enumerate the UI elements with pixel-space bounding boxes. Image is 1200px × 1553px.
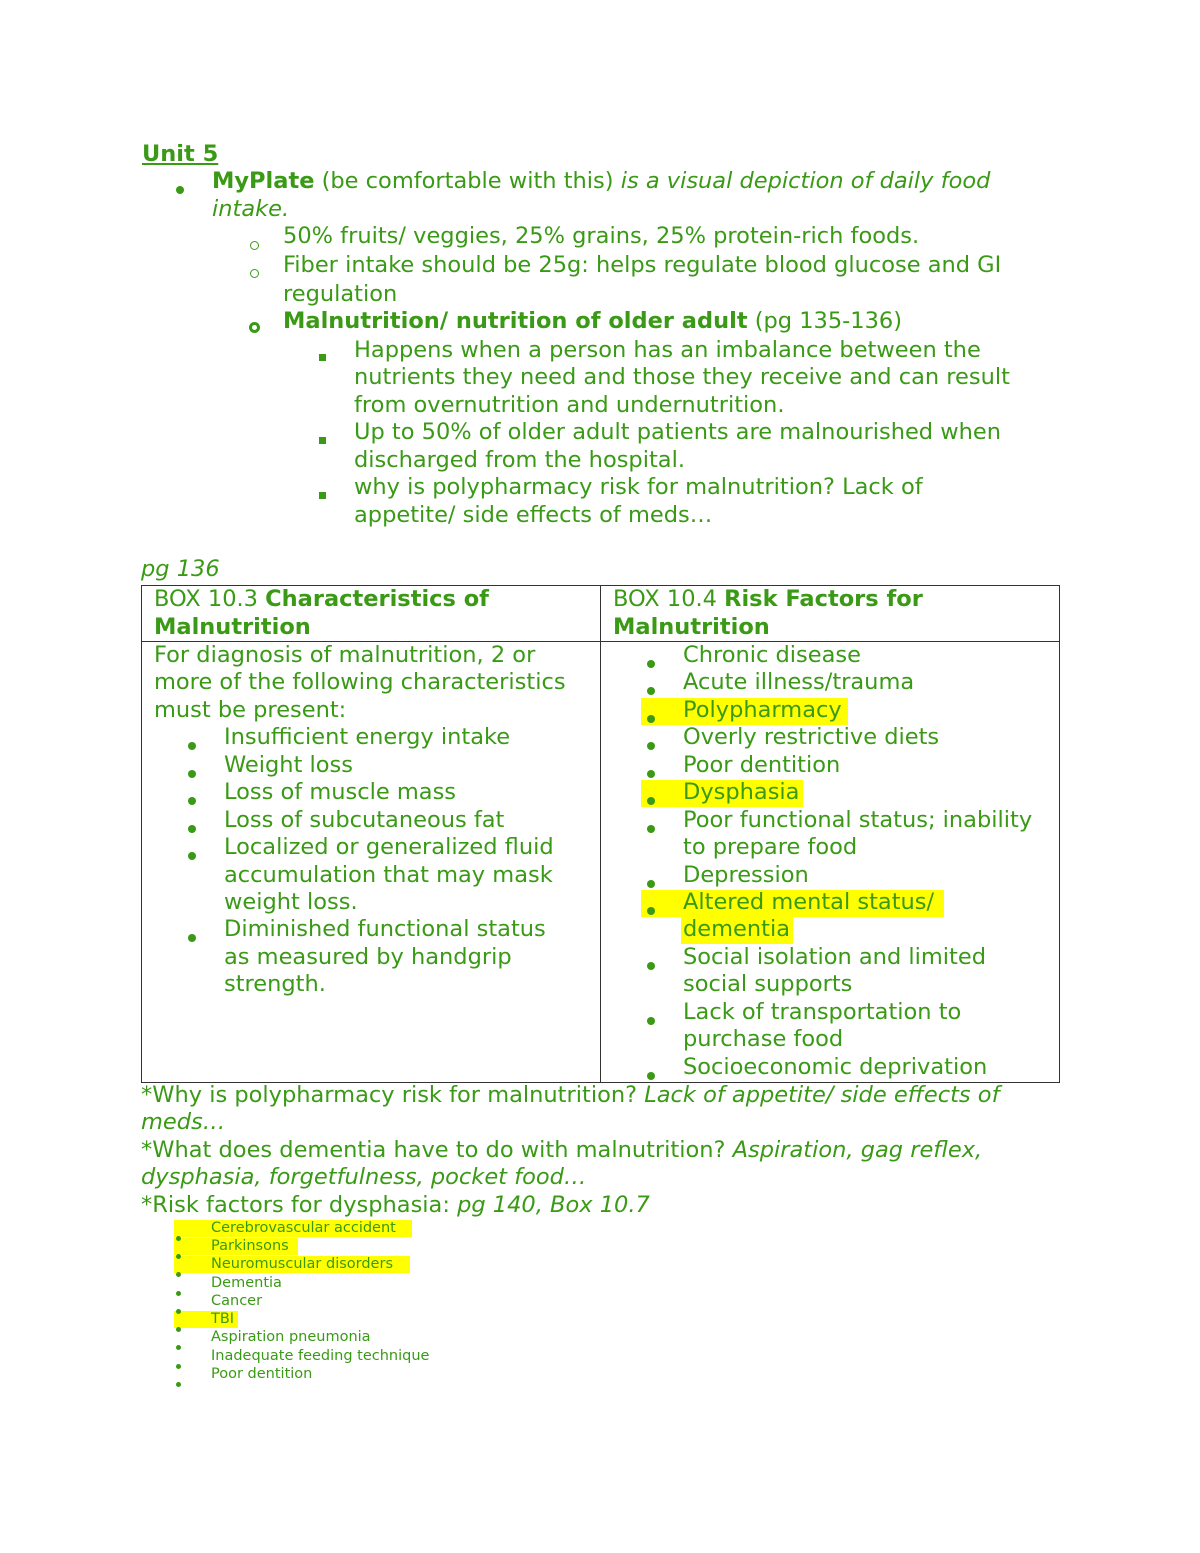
- question-polypharmacy: *Why is polypharmacy risk for malnutrition? Lack of appetite/ side effects of: [141, 1082, 1000, 1108]
- bullet-icon: [176, 1299, 181, 1318]
- fiber-intake-line2: regulation: [283, 281, 398, 307]
- circle-bullet-icon: [250, 235, 259, 254]
- myplate-definition-cont: intake.: [212, 196, 290, 222]
- risk-factor-item: Social isolation and limited: [683, 944, 986, 970]
- myplate-line: MyPlate (be comfortable with this) is a visual depiction of daily food: [212, 168, 991, 194]
- bullet-icon: [647, 790, 655, 809]
- risk-factor-item: Socioeconomic deprivation: [683, 1054, 988, 1080]
- characteristic-item: Loss of subcutaneous fat: [224, 807, 505, 833]
- dysphasia-risk-item: Neuromuscular disorders: [211, 1256, 393, 1272]
- malnutrition-point-3a: why is polypharmacy risk for malnutrition? Lack of: [354, 474, 923, 500]
- square-bullet-icon: [319, 429, 326, 448]
- characteristic-item: Loss of muscle mass: [224, 779, 457, 805]
- bullet-icon: [647, 873, 655, 892]
- bullet-icon: [188, 818, 196, 837]
- myplate-term: MyPlate: [212, 168, 315, 194]
- bullet-icon: [176, 1244, 181, 1263]
- malnutrition-point-3b: appetite/ side effects of meds…: [354, 502, 713, 528]
- unit-title: Unit 5: [142, 141, 219, 167]
- bullet-icon: [647, 900, 655, 919]
- bullet-icon: [188, 735, 196, 754]
- boxes-table: [141, 585, 1060, 1083]
- bullet-icon: [176, 1335, 181, 1354]
- risk-factor-item: Dysphasia: [683, 779, 800, 805]
- risk-factor-item: Lack of transportation to: [683, 999, 962, 1025]
- bullet-icon: [176, 1354, 181, 1373]
- dysphasia-risk-item: Dementia: [211, 1275, 282, 1291]
- dysphasia-risk-item: TBI: [211, 1311, 235, 1327]
- dysphasia-risk-item: Parkinsons: [211, 1238, 289, 1254]
- bullet-icon: [647, 818, 655, 837]
- bullet-icon: [188, 927, 196, 946]
- malnutrition-point-1a: Happens when a person has an imbalance between the: [354, 337, 981, 363]
- bullet-icon: [188, 763, 196, 782]
- box-10-4-header: BOX 10.4 Risk Factors for Malnutrition: [601, 586, 1060, 642]
- answer-polypharmacy-cont: meds…: [141, 1109, 226, 1135]
- square-bullet-icon: [319, 484, 326, 503]
- risk-factor-item: Overly restrictive diets: [683, 724, 940, 750]
- risk-factor-item: Polypharmacy: [683, 697, 842, 723]
- page-reference: pg 136: [141, 556, 220, 582]
- dysphasia-risk-item: Poor dentition: [211, 1366, 313, 1382]
- question-dementia: *What does dementia have to do with malnutrition? Aspiration, gag reflex,: [141, 1137, 983, 1163]
- malnutrition-point-2b: discharged from the hospital.: [354, 447, 685, 473]
- characteristic-item: Diminished functional status: [224, 916, 546, 942]
- bullet-icon: [647, 955, 655, 974]
- bullet-icon: [176, 1226, 181, 1245]
- risk-factor-item: Depression: [683, 862, 809, 888]
- bullet-icon: [647, 653, 655, 672]
- characteristic-item: Insufficient energy intake: [224, 724, 511, 750]
- malnutrition-point-1b: nutrients they need and those they receive and can result: [354, 364, 1010, 390]
- bullet-icon: [176, 1281, 181, 1300]
- dysphasia-risk-item: Cancer: [211, 1293, 263, 1309]
- bullet-icon: [647, 680, 655, 699]
- fiber-intake-line1: Fiber intake should be 25g: helps regulate blood glucose and GI: [283, 252, 1002, 278]
- risk-factor-item: Chronic disease: [683, 642, 861, 668]
- plate-proportions: 50% fruits/ veggies, 25% grains, 25% protein-rich foods.: [283, 223, 920, 249]
- characteristic-item: Weight loss: [224, 752, 354, 778]
- dysphasia-risk-item: Cerebrovascular accident: [211, 1220, 396, 1236]
- bold-circle-bullet-icon: [249, 318, 260, 337]
- box-10-4-body: Chronic disease Acute illness/trauma Polypharmacy Overly restrictive diets Poor dentition Dysphasia Poor functional status; inability to prepare food Depression Altered mental status/ dementia Social isolation and limited social supports Lack of transportation to purchase food Socioeconomic deprivation: [601, 642, 1060, 1083]
- bullet-icon: [188, 790, 196, 809]
- dysphasia-risk-item: Inadequate feeding technique: [211, 1348, 430, 1364]
- risk-factor-item: Acute illness/trauma: [683, 669, 915, 695]
- bullet-icon: [176, 179, 184, 198]
- risk-factor-item: Altered mental status/: [683, 889, 935, 915]
- bullet-icon: [176, 1317, 181, 1336]
- circle-bullet-icon: [250, 263, 259, 282]
- bullet-icon: [176, 1372, 181, 1391]
- bullet-icon: [647, 763, 655, 782]
- question-dysphasia-risks: *Risk factors for dysphasia: pg 140, Box 10.7: [141, 1192, 650, 1218]
- square-bullet-icon: [319, 346, 326, 365]
- malnutrition-heading: Malnutrition/ nutrition of older adult (pg 135-136): [283, 308, 903, 334]
- characteristic-item: Localized or generalized fluid: [224, 834, 554, 860]
- answer-dementia-cont: dysphasia, forgetfulness, pocket food…: [141, 1164, 587, 1190]
- malnutrition-point-2a: Up to 50% of older adult patients are malnourished when: [354, 419, 1001, 445]
- bullet-icon: [647, 735, 655, 754]
- risk-factor-item: Poor dentition: [683, 752, 841, 778]
- bullet-icon: [647, 708, 655, 727]
- malnutrition-point-1c: from overnutrition and undernutrition.: [354, 392, 785, 418]
- bullet-icon: [647, 1010, 655, 1029]
- box-10-3-body: For diagnosis of malnutrition, 2 or more of the following characteristics must be present: Insufficient energy intake Weight loss Loss of muscle mass Loss of subcutaneous fat Localized or generalized fluid accumulation that may mask weight loss. Diminished functional status as measured by handgrip strength.: [142, 642, 601, 1083]
- bullet-icon: [188, 845, 196, 864]
- box-10-3-header: BOX 10.3 Characteristics of Malnutrition: [142, 586, 601, 642]
- bullet-icon: [176, 1262, 181, 1281]
- dysphasia-risk-item: Aspiration pneumonia: [211, 1329, 371, 1345]
- risk-factor-item: Poor functional status; inability: [683, 807, 1033, 833]
